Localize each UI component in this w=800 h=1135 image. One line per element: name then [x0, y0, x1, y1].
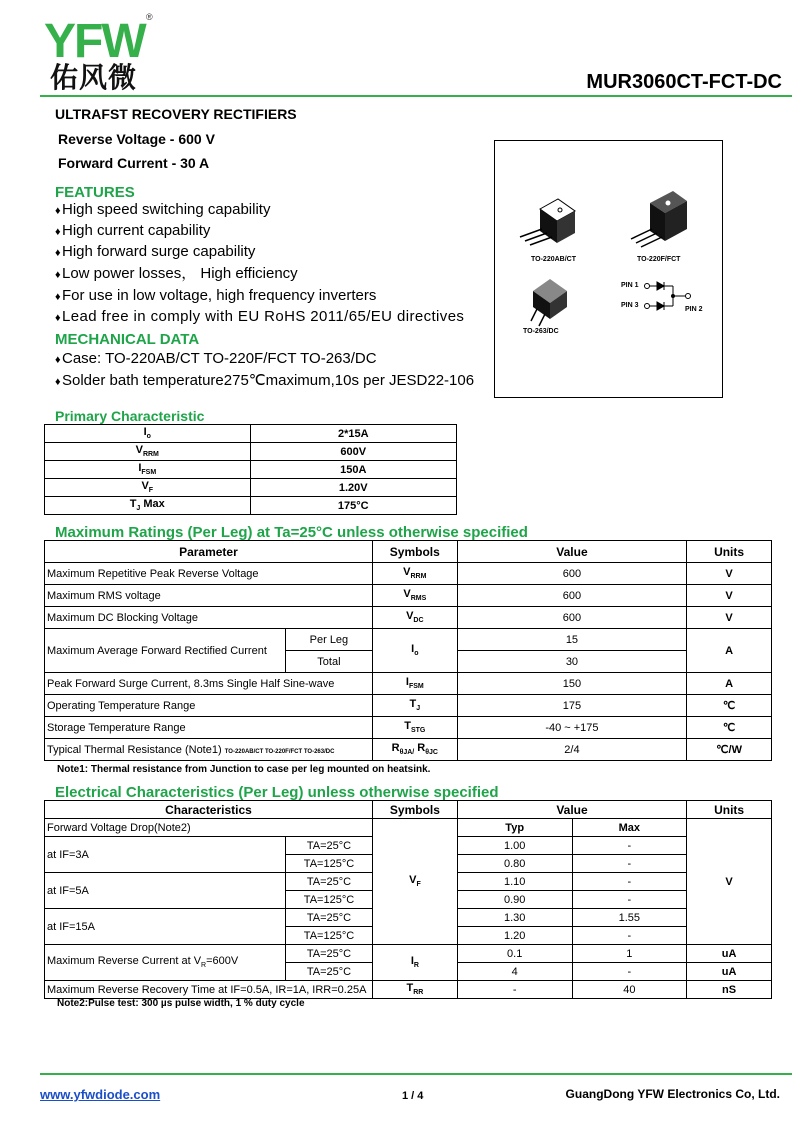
table-row: $I_o$ 2*15A: [45, 425, 457, 443]
diamond-icon: ♦: [55, 376, 61, 388]
table-row: Forward Voltage Drop(Note2) $V_F$ Typ Max V: [45, 819, 772, 837]
max-ratings-table: [44, 540, 772, 761]
feature-item: ♦High forward surge capability: [55, 242, 464, 263]
table-row: Maximum Reverse Current at $V_R=600V$ TA=25°C $I_R$ 0.1 1 uA: [45, 945, 772, 963]
note-2: Note2:Pulse test: 300 µs pulse width, 1 % duty cycle: [57, 998, 305, 1009]
pin-schematic-icon: [645, 282, 691, 310]
feature-item: ♦For use in low voltage, high frequency inverters: [55, 286, 464, 307]
footer-rule: [40, 1073, 792, 1075]
feature-item: ♦High speed switching capability: [55, 200, 464, 221]
primary-table: [44, 424, 457, 515]
doc-title: ULTRAFST RECOVERY RECTIFIERS: [55, 106, 297, 122]
table-row: TA=25°C 4 - uA: [45, 963, 772, 981]
to220ab-package-icon: [520, 199, 575, 245]
pin-label: PIN 3: [621, 302, 639, 309]
note-1: Note1: Thermal resistance from Junction to case per leg mounted on heatsink.: [57, 764, 431, 775]
company-logo-chinese: 佑风微: [50, 61, 138, 94]
package-drawings: [495, 141, 721, 396]
table-row: $V_F$ 1.20V: [45, 479, 457, 497]
table-row: Total 30: [45, 651, 772, 673]
table-row: Storage Temperature Range $T_{STG}$ -40 ~ +175 ℃: [45, 717, 772, 739]
page-number: 1 / 4: [402, 1090, 424, 1102]
feature-item: ♦Low power losses， High efficiency: [55, 264, 464, 285]
table-row: Peak Forward Surge Current, 8.3ms Single Half Sine-wave $I_{FSM}$ 150 A: [45, 673, 772, 695]
package-label: TO-220AB/CT: [531, 256, 576, 263]
diamond-icon: ♦: [55, 247, 61, 259]
features-list: [55, 200, 464, 328]
feature-item: ♦Lead free in comply with EU RoHS 2011/65/EU directives: [55, 307, 464, 328]
max-ratings-heading: Maximum Ratings (Per Leg) at Ta=25°C unless otherwise specified: [55, 524, 528, 541]
diamond-icon: ♦: [55, 205, 61, 217]
table-row: Maximum Average Forward Rectified Current Per Leg $I_o$ 15 A: [45, 629, 772, 651]
table-row: $V_{RRM}$ 600V: [45, 443, 457, 461]
table-row: at IF=15A TA=25°C 1.30 1.55: [45, 909, 772, 927]
electrical-heading: Electrical Characteristics (Per Leg) unless otherwise specified: [55, 784, 499, 801]
pin-label: PIN 2: [685, 306, 703, 313]
table-row: Maximum DC Blocking Voltage $V_{DC}$ 600 V: [45, 607, 772, 629]
table-row: $T_J$ Max 175°C: [45, 497, 457, 515]
mechanical-heading: MECHANICAL DATA: [55, 331, 200, 348]
table-row: TA=125°C 0.90 -: [45, 891, 772, 909]
package-label: TO-263/DC: [523, 328, 559, 335]
table-row: Maximum Repetitive Peak Reverse Voltage $V_{RRM}$ 600 V: [45, 563, 772, 585]
table-row: $I_{FSM}$ 150A: [45, 461, 457, 479]
table-header-row: Parameter Symbols Value Units: [45, 541, 772, 563]
website-link[interactable]: www.yfwdiode.com: [40, 1087, 161, 1102]
table-row: Operating Temperature Range $T_J$ 175 ℃: [45, 695, 772, 717]
table-row: at IF=5A TA=25°C 1.10 -: [45, 873, 772, 891]
to263-package-icon: [531, 279, 567, 326]
registered-mark: ®: [146, 12, 153, 22]
diamond-icon: ♦: [55, 354, 61, 366]
table-row: Maximum Reverse Recovery Time at IF=0.5A, IR=1A, IRR=0.25A $T_{RR}$ - 40 nS: [45, 981, 772, 999]
header-rule: [40, 95, 792, 97]
features-heading: FEATURES: [55, 184, 135, 201]
company-name: GuangDong YFW Electronics Co, Ltd.: [565, 1087, 780, 1101]
mechanical-list: [55, 349, 474, 392]
pin-label: PIN 1: [621, 282, 639, 289]
to220f-package-icon: [631, 191, 687, 247]
table-row: TA=125°C 1.20 -: [45, 927, 772, 945]
table-row: Maximum RMS voltage $V_{RMS}$ 600 V: [45, 585, 772, 607]
primary-heading: Primary Characteristic: [55, 408, 205, 424]
table-header-row: Characteristics Symbols Value Units: [45, 801, 772, 819]
diamond-icon: ♦: [55, 312, 62, 324]
table-row: at IF=3A TA=25°C 1.00 -: [45, 837, 772, 855]
mechanical-item: ♦Solder bath temperature275℃maximum,10s per JESD22-106: [55, 371, 474, 392]
diamond-icon: ♦: [55, 291, 61, 303]
table-row: TA=125°C 0.80 -: [45, 855, 772, 873]
feature-item: ♦High current capability: [55, 221, 464, 242]
company-logo: YFW: [44, 15, 145, 68]
package-label: TO-220F/FCT: [637, 256, 681, 263]
electrical-table: [44, 800, 772, 999]
table-row: Typical Thermal Resistance (Note1) TO-220AB/CT TO-220F/FCT TO-263/DC $R_{\theta JA/}$ $R_{\theta JC}$ 2/4 ℃/W: [45, 739, 772, 761]
diamond-icon: ♦: [55, 226, 61, 238]
reverse-voltage: Reverse Voltage - 600 V: [58, 131, 215, 147]
forward-current: Forward Current - 30 A: [58, 155, 210, 171]
part-number: MUR3060CT-FCT-DC: [586, 71, 782, 93]
diamond-icon: ♦: [55, 269, 61, 281]
mechanical-item: ♦Case: TO-220AB/CT TO-220F/FCT TO-263/DC: [55, 349, 474, 370]
package-diagram: [494, 140, 723, 398]
